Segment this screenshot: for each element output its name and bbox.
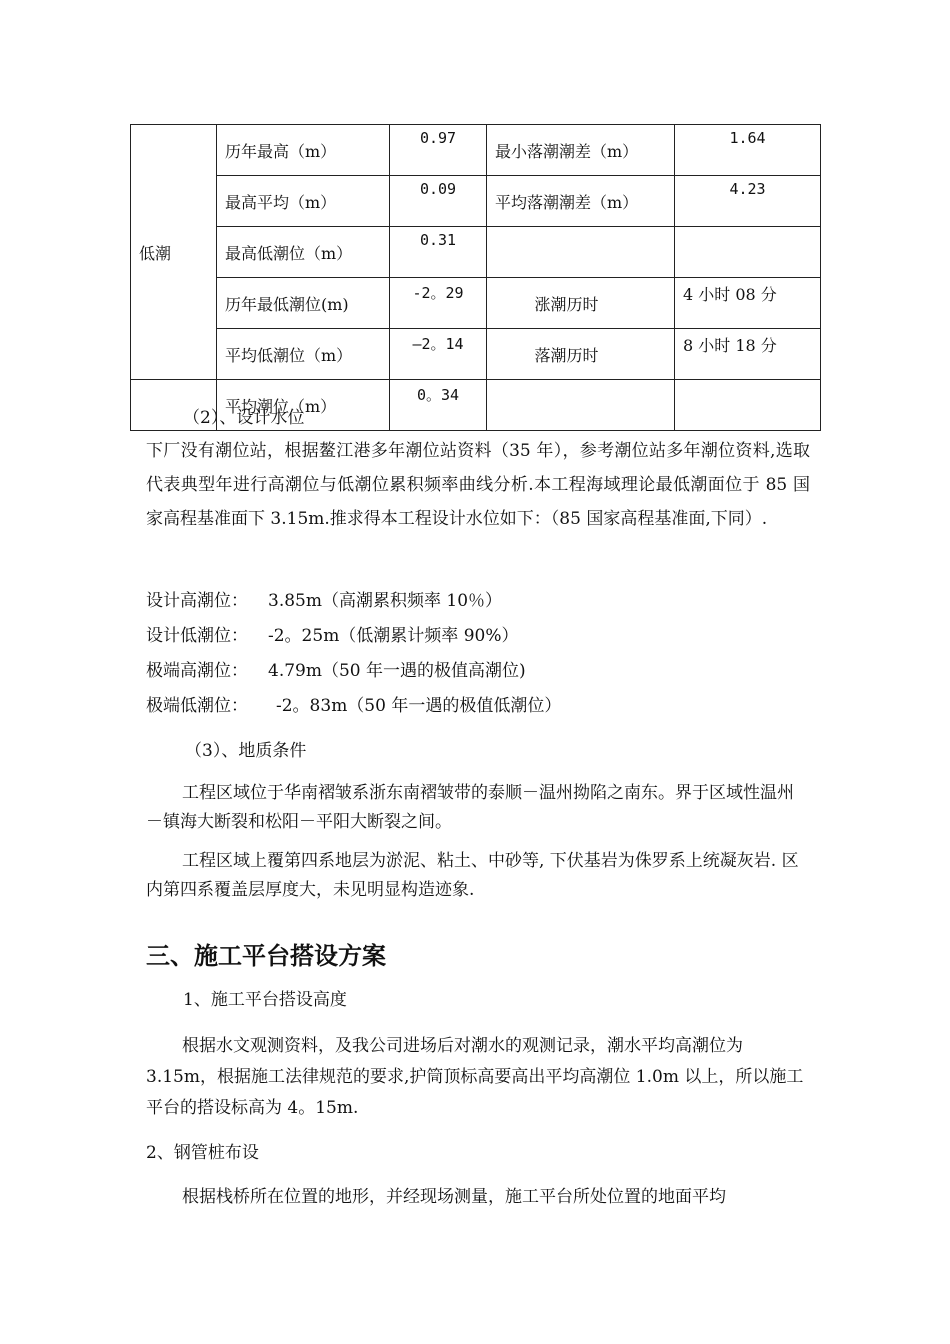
level-value: -2。83m（50 年一遇的极值低潮位）	[276, 696, 562, 716]
level-value: 3.85m（高潮累积频率 10％）	[268, 591, 503, 611]
row-value: 0.97	[390, 125, 487, 176]
row-label-2: 平均落潮潮差（m）	[487, 176, 675, 227]
level-value: 4.79m（50 年一遇的极值高潮位)	[268, 661, 526, 681]
row-label: 最高低潮位（m）	[217, 227, 390, 278]
row-value-2: 4.23	[675, 176, 821, 227]
row-value-2	[675, 380, 821, 431]
section-paragraph-1: 根据水文观测资料，及我公司进场后对潮水的观测记录，潮水平均高潮位为 3.15m，根据施工法律规范的要求,护筒顶标高要高出平均高潮位 1.0m 以上，所以施工平台的搭设标高为 4。15m.	[146, 1036, 804, 1118]
geology-paragraph-1: 工程区域位于华南褶皱系浙东南褶皱带的泰顺－温州拗陷之南东。界于区域性温州－镇海大断裂和松阳－平阳大断裂之间。	[146, 783, 794, 832]
level-label: 极端低潮位：	[146, 696, 248, 716]
row-value-2: 1.64	[675, 125, 821, 176]
row-label-2: 落潮历时	[487, 329, 675, 380]
table-row	[131, 125, 821, 176]
geology-heading: （3）、地质条件	[185, 741, 307, 761]
tide-table	[130, 124, 821, 431]
row-value-2	[675, 227, 821, 278]
row-value: 0.31	[390, 227, 487, 278]
design-water-paragraph: 下厂没有潮位站，根据鳌江港多年潮位站资料（35 年），参考潮位站多年潮位资料,选取代表典型年进行高潮位与低潮位累积频率曲线分析.本工程海域理论最低潮面位于 85 国家高程基准面下 3.15m.推求得本工程设计水位如下：（85 国家高程基准面,下同）.	[146, 441, 810, 529]
level-label: 极端高潮位：	[146, 661, 248, 681]
row-value: 0。34	[390, 380, 487, 431]
row-label: 历年最高（m）	[217, 125, 390, 176]
row-value-2: 4 小时 08 分	[675, 278, 821, 329]
level-value: -2。25m（低潮累计频率 90%）	[268, 626, 519, 646]
row-value: 0.09	[390, 176, 487, 227]
row-value: -2。29	[390, 278, 487, 329]
table-row	[131, 176, 821, 227]
row-label-2	[487, 227, 675, 278]
row-label: 平均潮位（m）	[217, 380, 390, 431]
section-paragraph-2: 根据栈桥所在位置的地形，并经现场测量，施工平台所处位置的地面平均	[182, 1187, 726, 1207]
geology-paragraph-2: 工程区域上覆第四系地层为淤泥、粘土、中砂等, 下伏基岩为侏罗系上统凝灰岩. 区内第四系覆盖层厚度大，未见明显构造迹象.	[146, 851, 799, 900]
design-water-heading: （2）、设计水位	[183, 408, 305, 428]
row-label-2: 最小落潮潮差（m）	[487, 125, 675, 176]
table-row	[131, 278, 821, 329]
row-label: 历年最低潮位(m)	[217, 278, 390, 329]
row-label-2	[487, 380, 675, 431]
design-level-row	[146, 589, 502, 613]
design-level-row	[146, 694, 561, 718]
subsection-heading-2: 2、钢管桩布设	[146, 1143, 259, 1163]
row-value: —2。14	[390, 329, 487, 380]
design-level-row	[146, 659, 526, 683]
row-label-2: 涨潮历时	[487, 278, 675, 329]
table-row	[131, 329, 821, 380]
section-title: 三、施工平台搭设方案	[146, 942, 386, 970]
design-level-row	[146, 624, 519, 648]
row-label: 平均低潮位（m）	[217, 329, 390, 380]
level-label: 设计低潮位：	[146, 626, 248, 646]
table-row	[131, 227, 821, 278]
level-label: 设计高潮位：	[146, 591, 248, 611]
row-label: 最高平均（m）	[217, 176, 390, 227]
row-value-2: 8 小时 18 分	[675, 329, 821, 380]
subsection-heading-1: 1、施工平台搭设高度	[183, 990, 347, 1010]
group-label-cell: 低潮	[131, 125, 217, 380]
